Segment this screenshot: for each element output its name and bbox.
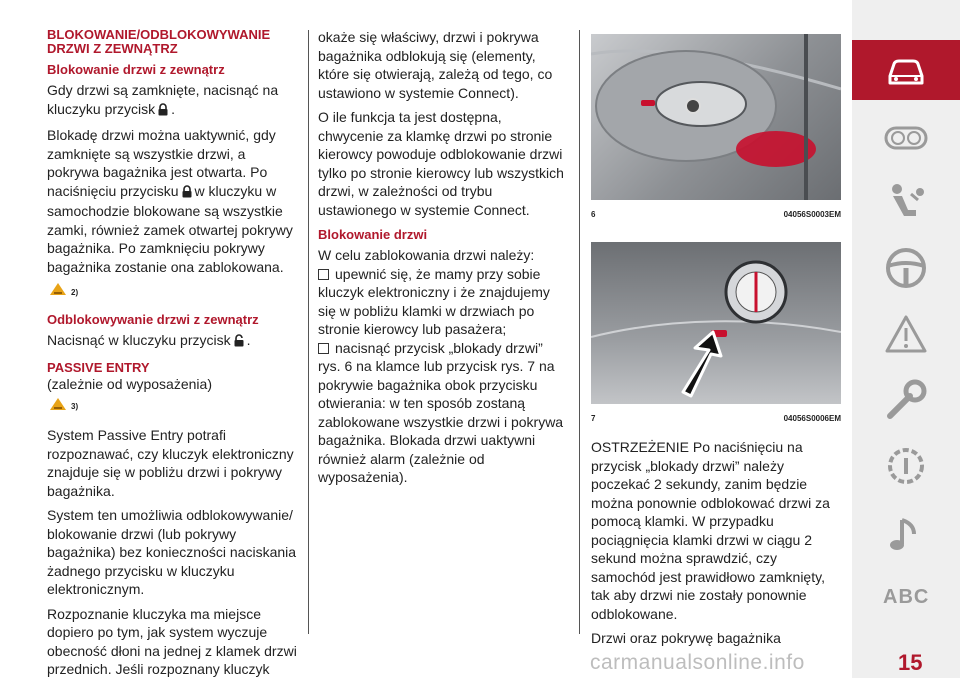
figure-code: 04056S0003EM	[783, 210, 841, 219]
paragraph: O ile funkcja ta jest dostępna, chwycenie za klamkę drzwi po stronie kierowcy powoduje odblokowanie drzwi tylko po stronie kierowcy lub wszystkich drzwi, w zależności od trybu ustawionego w systemie Connect.	[318, 109, 564, 218]
paragraph: Drzwi oraz pokrywę bagażnika	[591, 630, 781, 646]
warning-reference: 2)	[49, 282, 299, 304]
paragraph: System Passive Entry potrafi rozpoznawać, czy kluczyk elektroniczny znajduje się w pobliżu drzwi i pokrywy bagażnika.	[47, 427, 294, 499]
warning-triangle-icon[interactable]	[884, 314, 928, 358]
warning-paragraph: OSTRZEŻENIE Po naciśnięciu na przycisk „blokady drzwi” należy poczekać 2 sekundy, zanim będzie można ponownie odblokować drzwi za pomocą klamki. W przypadku pociągnięcia klamki drzwi w ciągu 2 sekund można sprawdzić, czy samochód jest prawidłowo zamknięty, tak aby drzwi nie zostały ponownie odblokowane.	[591, 439, 830, 622]
text-column-2	[318, 28, 568, 493]
bullet-item: upewnić się, że mamy przy sobie kluczyk elektroniczny i że znajdujemy się w pobliżu klamki w drzwiach po stronie kierowcy lub pasażera;	[318, 265, 550, 337]
car-icon[interactable]	[884, 50, 928, 94]
lock-icon	[157, 102, 169, 121]
warning-icon	[49, 397, 67, 419]
paragraph: System ten umożliwia odblokowywanie/ blokowanie drzwi (lub pokrywy bagażnika) bez konieczności naciskania żadnego przycisku w kluczyku elektronicznym.	[47, 507, 297, 597]
steering-wheel-icon[interactable]	[884, 246, 928, 290]
bullet-box-icon	[318, 343, 329, 354]
subheading-unlock-outside: Odblokowywanie drzwi z zewnątrz	[47, 311, 259, 327]
door-handle-illustration	[591, 34, 841, 200]
paragraph: Blokadę drzwi można uaktywnić, gdy zamknięte są wszystkie drzwi, a pokrywa bagażnika jest otwarta. Po naciśnięciu przycisku w kluczyku w samochodzie blokowane są wszystkie zamki, również zamek otwartej pokrywy bagażnika. Po zamknięciu pokrywy bagażnika zostanie ona zablokowana.	[47, 127, 293, 275]
sidebar-item-index[interactable]: ABC	[883, 586, 930, 608]
column-divider	[579, 30, 580, 634]
paragraph: Nacisnąć w kluczyku przycisk .	[47, 331, 299, 352]
unlock-icon	[233, 333, 245, 352]
bullet-item: nacisnąć przycisk „blokady drzwi” rys. 6 na klamce lub przycisk rys. 7 na pokrywie bagażnika obok przycisku otwierania: w ten sposób zostaną zablokowane wszystkie drzwi i pokrywa bagażnika. Blokada drzwi uaktywni również alarm (zależnie od wyposażenia).	[318, 339, 564, 485]
wrench-icon[interactable]	[884, 378, 928, 422]
trunk-illustration	[591, 242, 841, 404]
paragraph: okaże się właściwy, drzwi i pokrywa bagażnika odblokują się (elementy, które się otwierają, zależą od tego, co ustawiono w systemie Connect).	[318, 29, 553, 101]
lock-icon	[181, 184, 193, 203]
figure-number: 7	[591, 414, 596, 423]
technical-data-icon[interactable]	[884, 444, 928, 488]
figure-door-handle	[591, 34, 841, 200]
paragraph: Gdy drzwi są zamknięte, nacisnąć na kluczyku przycisk .	[47, 81, 299, 120]
dashboard-gauges-icon[interactable]	[884, 120, 928, 164]
bullet-box-icon	[318, 269, 329, 280]
paragraph: Rozpoznanie kluczyka ma miejsce dopiero po tym, jak system wyczuje obecność dłoni na jednej z klamek drzwi przednich. Jeśli rozpoznany kluczyk	[47, 605, 297, 677]
figure-number: 6	[591, 210, 596, 219]
figure-trunk-button	[591, 242, 841, 404]
column-divider	[308, 30, 309, 634]
music-note-icon[interactable]	[884, 512, 928, 556]
subheading-lock-outside: Blokowanie drzwi z zewnątrz	[47, 62, 225, 77]
figure-caption	[591, 210, 841, 219]
figure-caption	[591, 414, 841, 423]
subheading-lock-doors: Blokowanie drzwi	[318, 227, 428, 242]
warning-icon	[49, 282, 67, 304]
page-number: 15	[898, 650, 923, 675]
figure-code: 04056S0006EM	[783, 414, 841, 423]
text-column-1	[47, 28, 299, 685]
section-title-locking: BLOKOWANIE/ODBLOKOWYWANIE DRZWI Z ZEWNĄTRZ	[47, 27, 271, 56]
watermark: carmanualsonline.info	[590, 651, 805, 674]
section-title-passive-entry: PASSIVE ENTRY	[47, 360, 150, 375]
airbag-seat-icon[interactable]	[884, 182, 928, 226]
equipment-note: (zależnie od wyposażenia)	[47, 376, 212, 392]
paragraph: W celu zablokowania drzwi należy:	[318, 247, 535, 263]
text-column-3	[591, 438, 841, 654]
warning-reference: 3)	[49, 397, 299, 419]
